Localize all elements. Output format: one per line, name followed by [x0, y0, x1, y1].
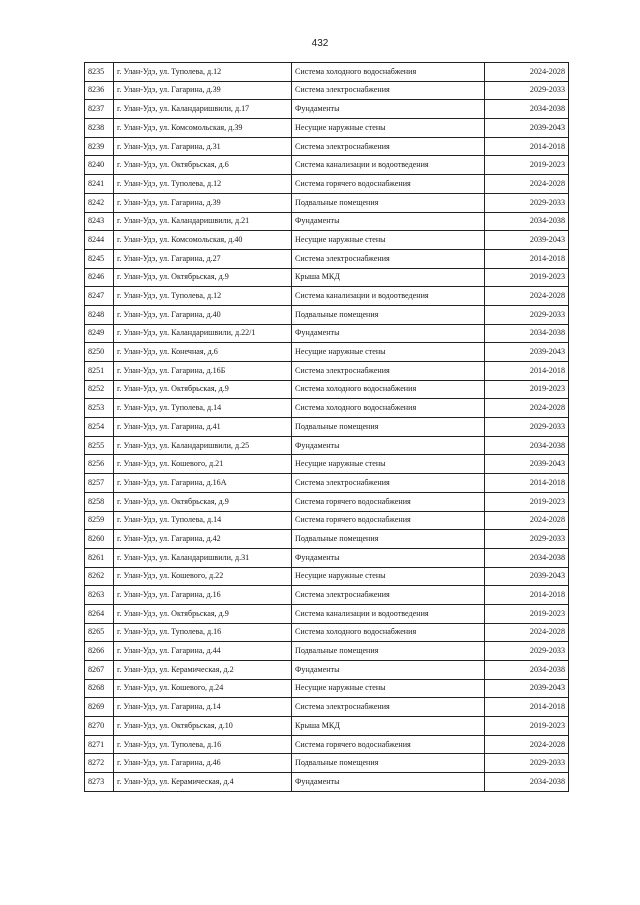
table-row — [85, 586, 569, 605]
table-row — [85, 642, 569, 661]
repair-period-cell: 2014-2018 — [485, 362, 569, 381]
address-cell: г. Улан-Удэ, ул. Гагарина, д.46 — [114, 754, 292, 773]
repair-period-cell: 2019-2023 — [485, 380, 569, 399]
row-number-cell: 8266 — [85, 642, 114, 661]
address-cell: г. Улан-Удэ, ул. Туполева, д.12 — [114, 63, 292, 82]
structural-element-cell: Система холодного водоснабжения — [292, 380, 485, 399]
address-cell: г. Улан-Удэ, ул. Каландаришвили, д.25 — [114, 436, 292, 455]
address-cell: г. Улан-Удэ, ул. Гагарина, д.16А — [114, 474, 292, 493]
table-row — [85, 175, 569, 194]
page-number: 432 — [311, 38, 329, 49]
structural-element-cell: Система холодного водоснабжения — [292, 63, 485, 82]
repair-period-cell: 2024-2028 — [485, 735, 569, 754]
repair-period-cell: 2014-2018 — [485, 249, 569, 268]
row-number-cell: 8252 — [85, 380, 114, 399]
repair-period-cell: 2034-2038 — [485, 212, 569, 231]
table-row — [85, 137, 569, 156]
table-row — [85, 380, 569, 399]
row-number-cell: 8264 — [85, 604, 114, 623]
address-cell: г. Улан-Удэ, ул. Гагарина, д.39 — [114, 193, 292, 212]
address-cell: г. Улан-Удэ, ул. Каландаришвили, д.22/1 — [114, 324, 292, 343]
address-cell: г. Улан-Удэ, ул. Каландаришвили, д.17 — [114, 100, 292, 119]
structural-element-cell: Несущие наружные стены — [292, 455, 485, 474]
table-row — [85, 63, 569, 82]
structural-element-cell: Система электроснабжения — [292, 81, 485, 100]
repair-period-cell: 2029-2033 — [485, 642, 569, 661]
row-number-cell: 8257 — [85, 474, 114, 493]
structural-element-cell: Подвальные помещения — [292, 642, 485, 661]
address-cell: г. Улан-Удэ, ул. Гагарина, д.41 — [114, 418, 292, 437]
repair-period-cell: 2019-2023 — [485, 268, 569, 287]
structural-element-cell: Несущие наружные стены — [292, 231, 485, 250]
row-number-cell: 8263 — [85, 586, 114, 605]
repair-period-cell: 2024-2028 — [485, 623, 569, 642]
row-number-cell: 8244 — [85, 231, 114, 250]
structural-element-cell: Подвальные помещения — [292, 530, 485, 549]
address-cell: г. Улан-Удэ, ул. Керамическая, д.4 — [114, 773, 292, 792]
table-row — [85, 511, 569, 530]
table-row — [85, 287, 569, 306]
table-row — [85, 305, 569, 324]
address-cell: г. Улан-Удэ, ул. Гагарина, д.42 — [114, 530, 292, 549]
repair-period-cell: 2029-2033 — [485, 81, 569, 100]
repair-period-cell: 2014-2018 — [485, 474, 569, 493]
repair-period-cell: 2029-2033 — [485, 530, 569, 549]
address-cell: г. Улан-Удэ, ул. Октябрьская, д.9 — [114, 492, 292, 511]
structural-element-cell: Система холодного водоснабжения — [292, 399, 485, 418]
structural-element-cell: Подвальные помещения — [292, 418, 485, 437]
table-row — [85, 436, 569, 455]
repair-period-cell: 2014-2018 — [485, 586, 569, 605]
address-cell: г. Улан-Удэ, ул. Туполева, д.16 — [114, 735, 292, 754]
table-row — [85, 268, 569, 287]
repair-period-cell: 2014-2018 — [485, 137, 569, 156]
address-cell: г. Улан-Удэ, ул. Конечная, д.6 — [114, 343, 292, 362]
address-cell: г. Улан-Удэ, ул. Туполева, д.14 — [114, 511, 292, 530]
row-number-cell: 8269 — [85, 698, 114, 717]
address-cell: г. Улан-Удэ, ул. Керамическая, д.2 — [114, 661, 292, 680]
structural-element-cell: Крыша МКД — [292, 268, 485, 287]
table-row — [85, 530, 569, 549]
table-row — [85, 81, 569, 100]
address-cell: г. Улан-Удэ, ул. Гагарина, д.16 — [114, 586, 292, 605]
repair-period-cell: 2029-2033 — [485, 305, 569, 324]
repair-period-cell: 2039-2043 — [485, 343, 569, 362]
repair-period-cell: 2019-2023 — [485, 156, 569, 175]
row-number-cell: 8267 — [85, 661, 114, 680]
repair-period-cell: 2029-2033 — [485, 193, 569, 212]
row-number-cell: 8259 — [85, 511, 114, 530]
structural-element-cell: Система горячего водоснабжения — [292, 492, 485, 511]
table-row — [85, 773, 569, 792]
address-cell: г. Улан-Удэ, ул. Комсомольская, д.39 — [114, 119, 292, 138]
row-number-cell: 8254 — [85, 418, 114, 437]
structural-element-cell: Подвальные помещения — [292, 754, 485, 773]
row-number-cell: 8235 — [85, 63, 114, 82]
repair-period-cell: 2024-2028 — [485, 287, 569, 306]
row-number-cell: 8248 — [85, 305, 114, 324]
address-cell: г. Улан-Удэ, ул. Гагарина, д.14 — [114, 698, 292, 717]
row-number-cell: 8262 — [85, 567, 114, 586]
row-number-cell: 8242 — [85, 193, 114, 212]
repair-period-cell: 2039-2043 — [485, 679, 569, 698]
address-cell: г. Улан-Удэ, ул. Октябрьская, д.9 — [114, 604, 292, 623]
structural-element-cell: Несущие наружные стены — [292, 343, 485, 362]
address-cell: г. Улан-Удэ, ул. Комсомольская, д.40 — [114, 231, 292, 250]
row-number-cell: 8250 — [85, 343, 114, 362]
address-cell: г. Улан-Удэ, ул. Гагарина, д.16Б — [114, 362, 292, 381]
table-row — [85, 119, 569, 138]
row-number-cell: 8268 — [85, 679, 114, 698]
structural-element-cell: Фундаменты — [292, 100, 485, 119]
row-number-cell: 8243 — [85, 212, 114, 231]
address-cell: г. Улан-Удэ, ул. Кошевого, д.24 — [114, 679, 292, 698]
address-cell: г. Улан-Удэ, ул. Октябрьская, д.10 — [114, 717, 292, 736]
structural-element-cell: Подвальные помещения — [292, 193, 485, 212]
address-cell: г. Улан-Удэ, ул. Туполева, д.14 — [114, 399, 292, 418]
row-number-cell: 8236 — [85, 81, 114, 100]
table-row — [85, 474, 569, 493]
repair-period-cell: 2024-2028 — [485, 175, 569, 194]
address-cell: г. Улан-Удэ, ул. Туполева, д.12 — [114, 175, 292, 194]
repair-period-cell: 2034-2038 — [485, 661, 569, 680]
table-row — [85, 455, 569, 474]
repair-period-cell: 2039-2043 — [485, 567, 569, 586]
table-row — [85, 362, 569, 381]
row-number-cell: 8245 — [85, 249, 114, 268]
row-number-cell: 8237 — [85, 100, 114, 119]
table-row — [85, 343, 569, 362]
row-number-cell: 8249 — [85, 324, 114, 343]
structural-element-cell: Система электроснабжения — [292, 698, 485, 717]
address-cell: г. Улан-Удэ, ул. Октябрьская, д.6 — [114, 156, 292, 175]
repair-period-cell: 2024-2028 — [485, 63, 569, 82]
table-row — [85, 193, 569, 212]
structural-element-cell: Несущие наружные стены — [292, 679, 485, 698]
row-number-cell: 8239 — [85, 137, 114, 156]
table-row — [85, 548, 569, 567]
address-cell: г. Улан-Удэ, ул. Гагарина, д.44 — [114, 642, 292, 661]
structural-element-cell: Система электроснабжения — [292, 362, 485, 381]
row-number-cell: 8258 — [85, 492, 114, 511]
structural-element-cell: Фундаменты — [292, 773, 485, 792]
structural-element-cell: Фундаменты — [292, 436, 485, 455]
address-cell: г. Улан-Удэ, ул. Октябрьская, д.9 — [114, 380, 292, 399]
table-row — [85, 399, 569, 418]
row-number-cell: 8272 — [85, 754, 114, 773]
row-number-cell: 8265 — [85, 623, 114, 642]
repair-period-cell: 2024-2028 — [485, 399, 569, 418]
table-row — [85, 679, 569, 698]
table-row — [85, 156, 569, 175]
structural-element-cell: Система холодного водоснабжения — [292, 623, 485, 642]
table-row — [85, 754, 569, 773]
row-number-cell: 8246 — [85, 268, 114, 287]
table-row — [85, 212, 569, 231]
repair-period-cell: 2034-2038 — [485, 324, 569, 343]
address-cell: г. Улан-Удэ, ул. Кошевого, д.22 — [114, 567, 292, 586]
address-cell: г. Улан-Удэ, ул. Туполева, д.12 — [114, 287, 292, 306]
table-body — [85, 63, 569, 792]
row-number-cell: 8270 — [85, 717, 114, 736]
address-cell: г. Улан-Удэ, ул. Гагарина, д.39 — [114, 81, 292, 100]
structural-element-cell: Система канализации и водоотведения — [292, 156, 485, 175]
table-row — [85, 661, 569, 680]
structural-element-cell: Фундаменты — [292, 212, 485, 231]
structural-element-cell: Фундаменты — [292, 548, 485, 567]
row-number-cell: 8260 — [85, 530, 114, 549]
table-row — [85, 567, 569, 586]
address-cell: г. Улан-Удэ, ул. Каландаришвили, д.21 — [114, 212, 292, 231]
structural-element-cell: Система канализации и водоотведения — [292, 287, 485, 306]
repair-period-cell: 2019-2023 — [485, 717, 569, 736]
structural-element-cell: Система электроснабжения — [292, 249, 485, 268]
row-number-cell: 8241 — [85, 175, 114, 194]
row-number-cell: 8253 — [85, 399, 114, 418]
repair-period-cell: 2034-2038 — [485, 773, 569, 792]
table-row — [85, 324, 569, 343]
row-number-cell: 8251 — [85, 362, 114, 381]
address-cell: г. Улан-Удэ, ул. Октябрьская, д.9 — [114, 268, 292, 287]
repair-period-cell: 2039-2043 — [485, 231, 569, 250]
row-number-cell: 8256 — [85, 455, 114, 474]
repair-schedule-table — [84, 62, 569, 792]
repair-period-cell: 2014-2018 — [485, 698, 569, 717]
repair-period-cell: 2029-2033 — [485, 754, 569, 773]
table-row — [85, 231, 569, 250]
table-row — [85, 717, 569, 736]
structural-element-cell: Система горячего водоснабжения — [292, 175, 485, 194]
repair-period-cell: 2024-2028 — [485, 511, 569, 530]
row-number-cell: 8238 — [85, 119, 114, 138]
address-cell: г. Улан-Удэ, ул. Кошевого, д.21 — [114, 455, 292, 474]
table-row — [85, 249, 569, 268]
structural-element-cell: Фундаменты — [292, 324, 485, 343]
table-row — [85, 735, 569, 754]
repair-period-cell: 2029-2033 — [485, 418, 569, 437]
repair-period-cell: 2039-2043 — [485, 455, 569, 474]
table-row — [85, 492, 569, 511]
structural-element-cell: Крыша МКД — [292, 717, 485, 736]
row-number-cell: 8273 — [85, 773, 114, 792]
repair-period-cell: 2039-2043 — [485, 119, 569, 138]
structural-element-cell: Система электроснабжения — [292, 137, 485, 156]
structural-element-cell: Система горячего водоснабжения — [292, 511, 485, 530]
address-cell: г. Улан-Удэ, ул. Гагарина, д.40 — [114, 305, 292, 324]
structural-element-cell: Система электроснабжения — [292, 474, 485, 493]
structural-element-cell: Система канализации и водоотведения — [292, 604, 485, 623]
structural-element-cell: Система горячего водоснабжения — [292, 735, 485, 754]
table-row — [85, 698, 569, 717]
row-number-cell: 8247 — [85, 287, 114, 306]
structural-element-cell: Система электроснабжения — [292, 586, 485, 605]
repair-period-cell: 2034-2038 — [485, 436, 569, 455]
row-number-cell: 8271 — [85, 735, 114, 754]
repair-period-cell: 2019-2023 — [485, 604, 569, 623]
row-number-cell: 8240 — [85, 156, 114, 175]
structural-element-cell: Подвальные помещения — [292, 305, 485, 324]
table-row — [85, 623, 569, 642]
address-cell: г. Улан-Удэ, ул. Гагарина, д.31 — [114, 137, 292, 156]
table-row — [85, 604, 569, 623]
structural-element-cell: Несущие наружные стены — [292, 119, 485, 138]
row-number-cell: 8261 — [85, 548, 114, 567]
address-cell: г. Улан-Удэ, ул. Каландаришвили, д.31 — [114, 548, 292, 567]
repair-period-cell: 2034-2038 — [485, 548, 569, 567]
table-row — [85, 418, 569, 437]
repair-period-cell: 2034-2038 — [485, 100, 569, 119]
address-cell: г. Улан-Удэ, ул. Гагарина, д.27 — [114, 249, 292, 268]
table-row — [85, 100, 569, 119]
address-cell: г. Улан-Удэ, ул. Туполева, д.16 — [114, 623, 292, 642]
structural-element-cell: Несущие наружные стены — [292, 567, 485, 586]
row-number-cell: 8255 — [85, 436, 114, 455]
repair-period-cell: 2019-2023 — [485, 492, 569, 511]
structural-element-cell: Фундаменты — [292, 661, 485, 680]
